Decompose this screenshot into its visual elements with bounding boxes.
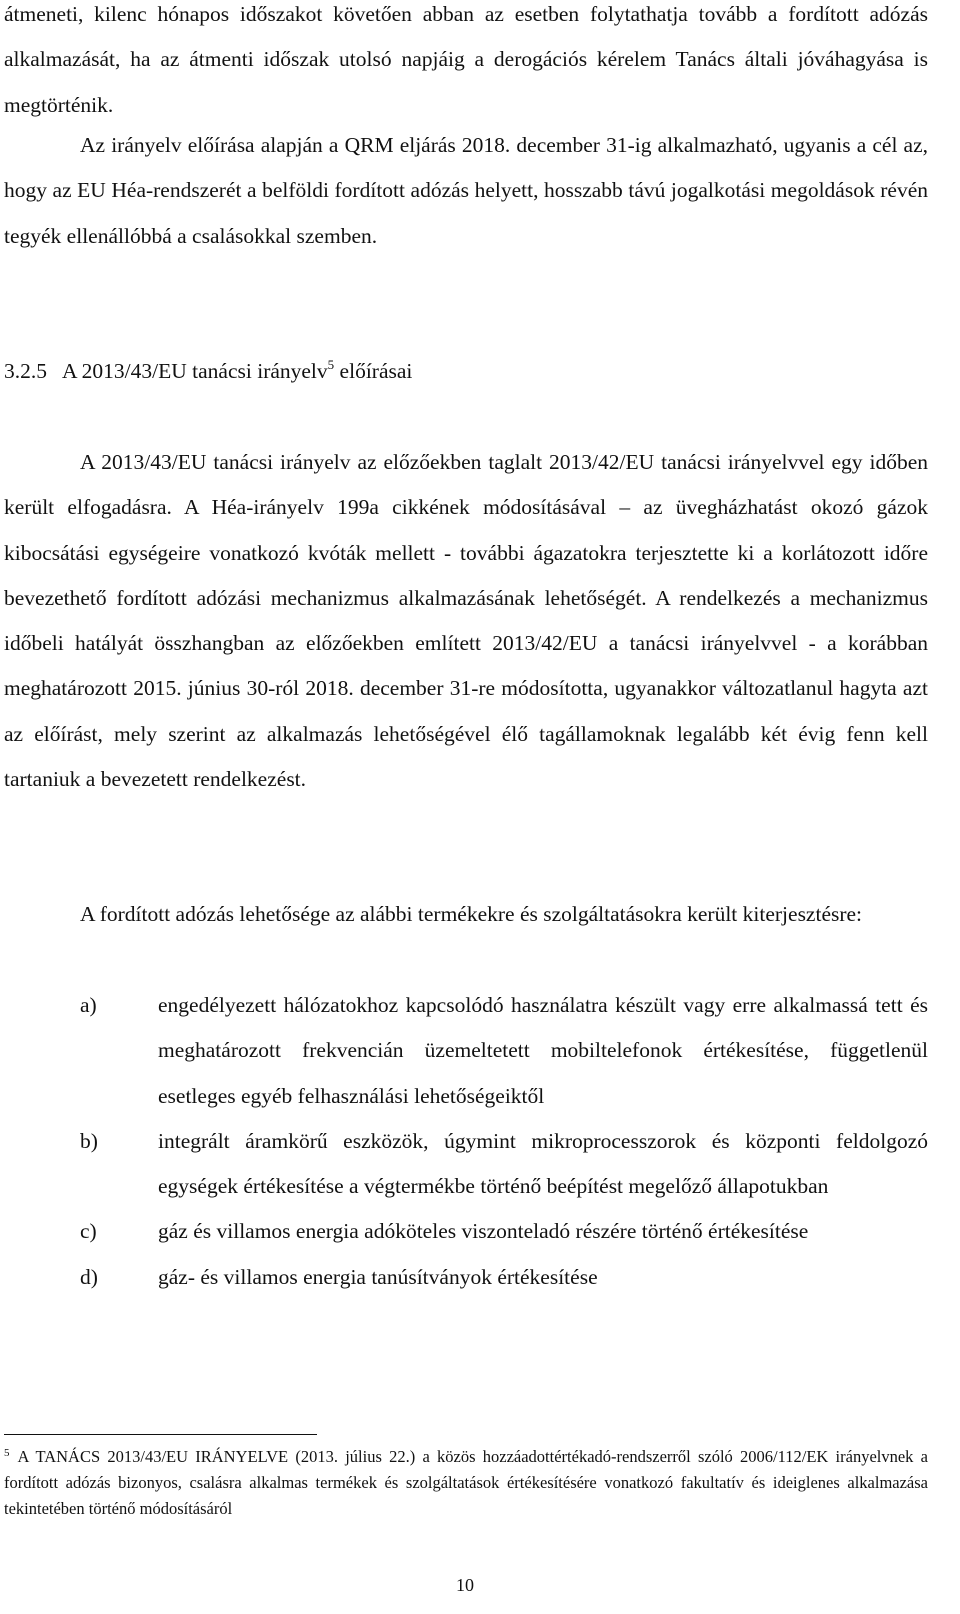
list-item-text: gáz- és villamos energia tanúsítványok értékesítése xyxy=(158,1264,598,1289)
paragraph-directive: A 2013/43/EU tanácsi irányelv az előzőekben taglalt 2013/42/EU tanácsi irányelvvel egy időben került elfogadásra. A Héa-irányelv 199a cikkének módosításával – az üvegházhatást okozó gázok kibocsátási egységeire vonatkozó kvóták mellett - további ágazatokra terjesztette ki a korlátozott időre bevezethető fordított adózási mechanizmus alkalmazásának lehetőségét. A rendelkezés a mechanizmus időbeli hatályát összhangban az előzőekben említett 2013/42/EU a tanácsi irányelvvel - a korábban meghatározott 2015. június 30-ról 2018. december 31-re módosította, ugyanakkor változatlanul hagyta azt az előírást, mely szerint az alkalmazás lehetőségével élő tagállamoknak legalább két évig fenn kell tartaniuk a bevezetett rendelkezést. xyxy=(4,450,928,792)
list-item-text: integrált áramkörű eszközök, úgymint mikroprocesszorok és központi feldolgozó egységek értékesítése a végtermékbe történő beépítést megelőző állapotukban xyxy=(158,1128,928,1199)
list-marker: c) xyxy=(80,1219,97,1244)
list-marker: b) xyxy=(80,1128,98,1153)
product-list xyxy=(4,983,928,1300)
list-item xyxy=(4,1255,928,1300)
list-marker: d) xyxy=(80,1264,98,1289)
section-title-end: előírásai xyxy=(339,359,413,383)
section-heading xyxy=(4,351,412,391)
footnote-reference[interactable]: 5 xyxy=(327,357,335,372)
footnote-mark: 5 xyxy=(4,1447,10,1459)
section-title: A 2013/43/EU tanácsi irányelv xyxy=(61,359,328,383)
list-item-text: gáz és villamos energia adóköteles viszonteladó részére történő értékesítése xyxy=(158,1219,809,1244)
paragraph-intro: átmeneti, kilenc hónapos időszakot követően abban az esetben folytathatja tovább a fordított adózás alkalmazását, ha az átmenti időszak utolsó napjáig a derogációs kérelem Tanács általi jóváhagyása is megtörténik. xyxy=(4,2,928,117)
page-number: 10 xyxy=(456,1575,474,1595)
list-item-text: engedélyezett hálózatokhoz kapcsolódó használatra készült vagy erre alkalmassá tett és meghatározott frekvencián üzemeltetett mobiltelefonok értékesítése, függetlenül esetleges egyéb felhasználási lehetőségeiktől xyxy=(158,993,928,1108)
paragraph-qrm: Az irányelv előírása alapján a QRM eljárás 2018. december 31-ig alkalmazható, ugyanis a cél az, hogy az EU Héa-rendszerét a belföldi fordított adózás helyett, hosszabb távú jogalkotási megoldások révén tegyék ellenállóbbá a csalásokkal szemben. xyxy=(4,133,928,248)
paragraph-extension: A fordított adózás lehetősége az alábbi termékekre és szolgáltatásokra került kiterjesztésre: xyxy=(80,902,863,926)
list-item xyxy=(4,1119,928,1210)
footnote-text: A TANÁCS 2013/43/EU IRÁNYELVE (2013. július 22.) a közös hozzáadottértékadó-rendszerről szóló 2006/112/EK irányelvnek a fordított adózás bizonyos, csalásra alkalmas termékek és szolgáltatások értékesítésére vonatkozó fakultatív és ideiglenes alkalmazása tekintetében történő módosításáról xyxy=(4,1447,928,1518)
footnote xyxy=(4,1444,928,1522)
list-item xyxy=(4,1209,928,1254)
footnote-divider xyxy=(4,1434,317,1435)
list-marker: a) xyxy=(80,993,97,1017)
list-item xyxy=(4,983,928,1119)
section-number: 3.2.5 xyxy=(4,359,47,383)
